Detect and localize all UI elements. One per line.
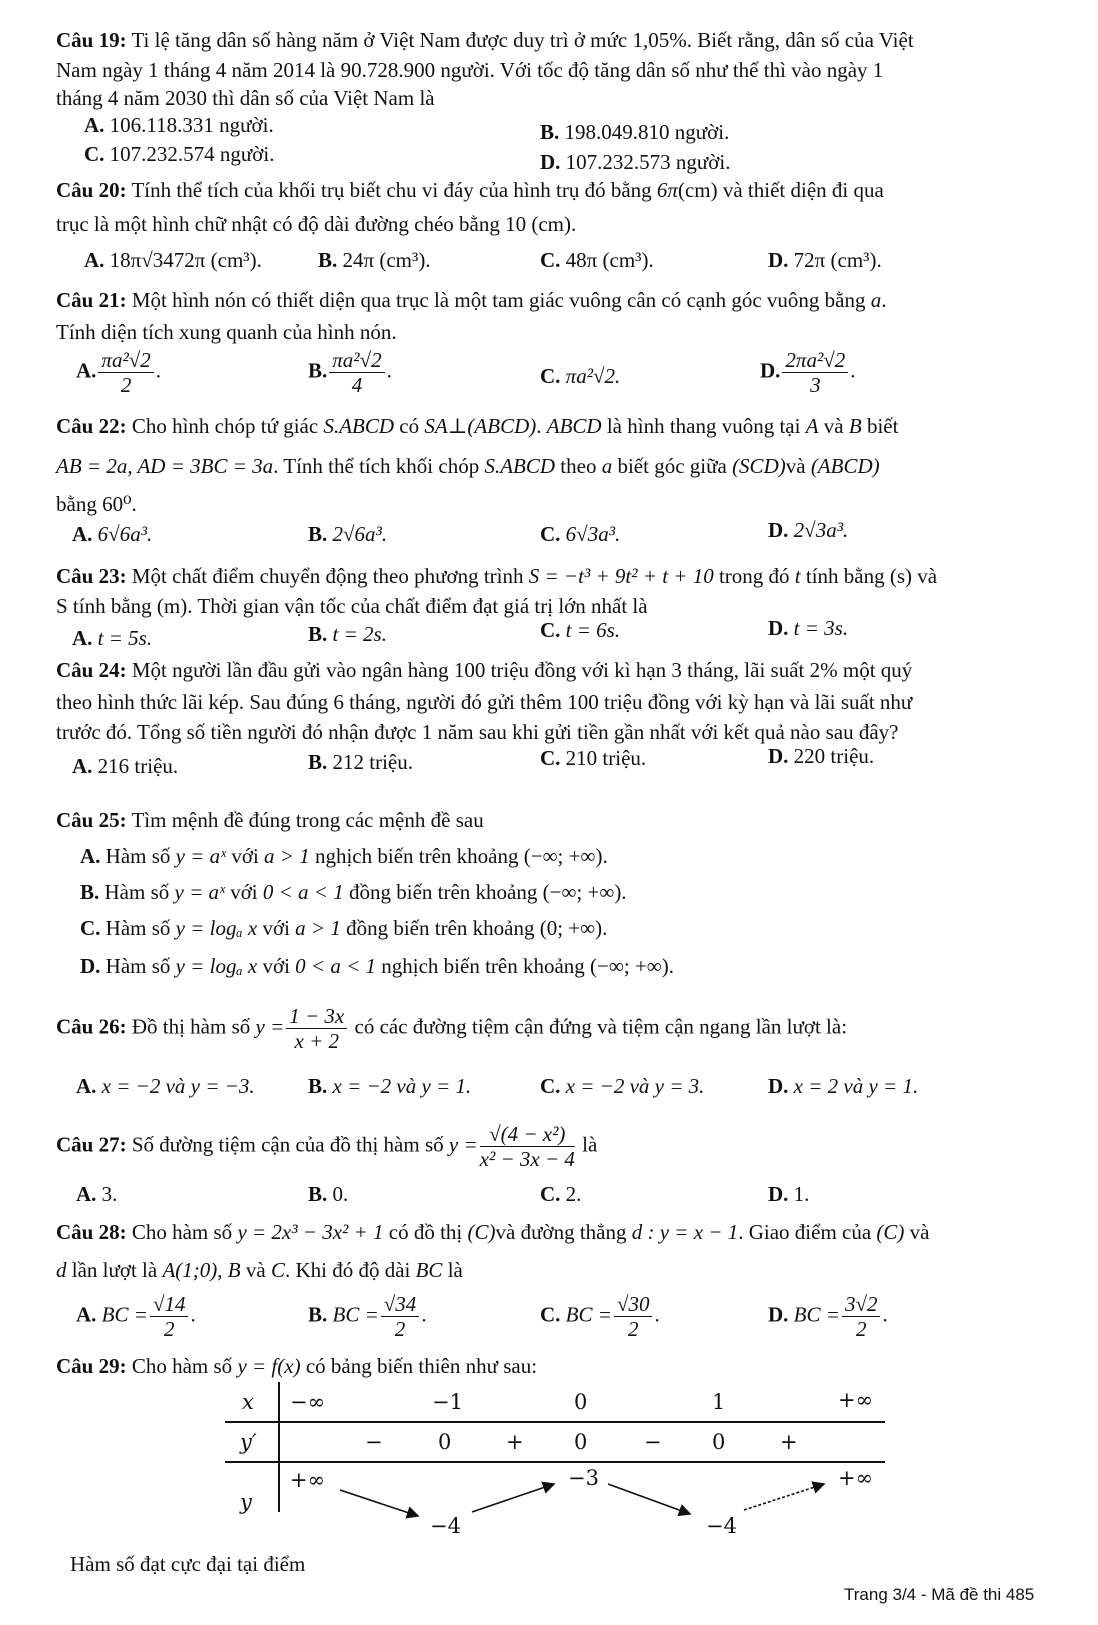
q28-option-b: B. BC = $\frac{√34}{2}$ .: [308, 1292, 427, 1341]
q22-option-d: D. 2√3a³.: [768, 518, 849, 542]
q23-option-a: A. t = 5s.: [72, 626, 153, 650]
q28-option-c: C. BC = $\frac{√30}{2}$ .: [540, 1292, 660, 1341]
x-value: −∞: [290, 1390, 326, 1414]
q23-line2: S tính bằng (m). Thời gian vận tốc của chất điểm đạt giá trị lớn nhất là: [56, 594, 648, 618]
q23-option-d: D. t = 3s.: [768, 616, 849, 640]
q21-option-c: C. πa²√2.: [540, 364, 621, 388]
q26-line1: Câu 26: Đồ thị hàm số y = $\frac{1 - 3x}{x + 2}$ có các đường tiệm cận đứng và tiệm cận ngang lần lượt là:: [56, 1004, 848, 1053]
q25-label: Câu 25:: [56, 808, 127, 832]
y-value: −4: [430, 1514, 461, 1538]
q25-option-a: A. Hàm số y = aˣ với a > 1 nghịch biến trên khoảng (−∞; +∞).: [80, 844, 608, 868]
arrow-down-icon: [608, 1484, 690, 1514]
q24-line2: theo hình thức lãi kép. Sau đúng 6 tháng, người đó gửi thêm 100 triệu đồng với kỳ hạn và lãi suất như: [56, 690, 913, 714]
yprime-sign: −: [365, 1430, 383, 1454]
yprime-sign: +: [506, 1430, 524, 1454]
q24-line3: trước đó. Tổng số tiền người đó nhận được 1 năm sau khi gửi tiền gần nhất với kết quả nào sau đây?: [56, 720, 899, 744]
q24-option-c: C. 210 triệu.: [540, 746, 647, 770]
y-value: −3: [568, 1466, 599, 1490]
q21-option-b: B. $\frac{\text{πa²√2}}{4}$ .: [308, 348, 392, 397]
q22-label: Câu 22:: [56, 414, 127, 438]
q20-option-d: D. 72π (cm³).: [768, 248, 882, 272]
q22-option-a: A. 6√6a³.: [72, 522, 153, 546]
q26-option-b: B. x = −2 và y = 1.: [308, 1074, 472, 1098]
q21-option-a: A. $\frac{\text{πa²√2}}{2}$ .: [76, 348, 162, 397]
q28-option-a: A. BC = $\frac{√14}{2}$ .: [76, 1292, 196, 1341]
q20-label: Câu 20:: [56, 178, 127, 202]
q29-question: Hàm số đạt cực đại tại điểm: [70, 1552, 306, 1576]
row-label-yprime: y′: [240, 1430, 257, 1454]
q23-option-c: C. t = 6s.: [540, 618, 621, 642]
q19-option-d: D. 107.232.573 người.: [540, 150, 731, 174]
q25-option-b: B. Hàm số y = aˣ với 0 < a < 1 đồng biến trên khoảng (−∞; +∞).: [80, 880, 627, 904]
q27-label: Câu 27:: [56, 1132, 127, 1157]
q20-option-a: A. 18π√3472π (cm³).: [84, 248, 262, 272]
q22-option-c: C. 6√3a³.: [540, 522, 621, 546]
q24-option-d: D. 220 triệu.: [768, 744, 875, 768]
q22-line1: Câu 22: Cho hình chóp tứ giác S.ABCD có SA⊥(ABCD). ABCD là hình thang vuông tại A và B biết: [56, 414, 899, 438]
q28-line1: Câu 28: Cho hàm số y = 2x³ − 3x² + 1 có đồ thị (C)và đường thẳng d : y = x − 1. Giao điểm của (C) và: [56, 1220, 930, 1244]
x-value: 0: [574, 1390, 588, 1414]
yprime-zero: 0: [712, 1430, 726, 1454]
q24-line1: Câu 24: Một người lần đầu gửi vào ngân hàng 100 triệu đồng với kì hạn 3 tháng, lãi suất 2% một quý: [56, 658, 913, 682]
y-value: +∞: [838, 1466, 874, 1490]
y-value: +∞: [290, 1468, 326, 1492]
q25-line1: Câu 25: Tìm mệnh đề đúng trong các mệnh đề sau: [56, 808, 484, 832]
q19-option-b: B. 198.049.810 người.: [540, 120, 730, 144]
q27-option-c: C. 2.: [540, 1182, 582, 1206]
q28-option-d: D. BC = $\frac{3√2}{2}$ .: [768, 1292, 888, 1341]
q26-option-a: A. x = −2 và y = −3.: [76, 1074, 255, 1098]
q26-label: Câu 26:: [56, 1014, 127, 1039]
q19-option-c: C. 107.232.574 người.: [84, 142, 275, 166]
q19-text1: Ti lệ tăng dân số hàng năm ở Việt Nam được duy trì ở mức 1,05%. Biết rằng, dân số của Việt: [126, 28, 914, 52]
q28-line2: d lần lượt là A(1;0), B và C. Khi đó độ dài BC là: [56, 1258, 463, 1282]
page-footer: Trang 3/4 - Mã đề thi 485: [844, 1585, 1035, 1604]
q19-option-a: A. 106.118.331 người.: [84, 113, 274, 137]
q27-line1: Câu 27: Số đường tiệm cận của đồ thị hàm số y = $\frac{\text{√(4 − x²)}}{\text{x² − 3x − 4}}$ là: [56, 1122, 598, 1171]
yprime-sign: −: [644, 1430, 662, 1454]
q24-option-a: A. 216 triệu.: [72, 754, 179, 778]
q23-line1: Câu 23: Một chất điểm chuyển động theo phương trình S = −t³ + 9t² + t + 10 trong đó t tính bằng (s) và: [56, 564, 938, 588]
q27-option-a: A. 3.: [76, 1182, 118, 1206]
q29-label: Câu 29:: [56, 1354, 127, 1378]
arrow-up-icon: [744, 1484, 824, 1510]
q22-line2: AB = 2a, AD = 3BC = 3a. Tính thể tích khối chóp S.ABCD theo a biết góc giữa (SCD)và (ABCD): [56, 454, 880, 478]
q23-option-b: B. t = 2s.: [308, 622, 387, 646]
y-value: −4: [706, 1514, 737, 1538]
q26-option-c: C. x = −2 và y = 3.: [540, 1074, 705, 1098]
q23-label: Câu 23:: [56, 564, 127, 588]
q19-line3: tháng 4 năm 2030 thì dân số của Việt Nam là: [56, 86, 435, 110]
arrow-up-icon: [472, 1484, 554, 1512]
q21-line2: Tính diện tích xung quanh của hình nón.: [56, 320, 397, 344]
x-value: 1: [712, 1390, 726, 1414]
q21-line1: Câu 21: Một hình nón có thiết diện qua trục là một tam giác vuông cân có cạnh góc vuông bằng a.: [56, 288, 887, 312]
q20-option-c: C. 48π (cm³).: [540, 248, 654, 272]
yprime-zero: 0: [438, 1430, 452, 1454]
row-label-y: y: [240, 1490, 252, 1514]
q27-option-b: B. 0.: [308, 1182, 349, 1206]
yprime-sign: +: [780, 1430, 798, 1454]
yprime-zero: 0: [574, 1430, 588, 1454]
q29-line1: Câu 29: Cho hàm số y = f(x) có bảng biến thiên như sau:: [56, 1354, 538, 1378]
x-value: +∞: [838, 1388, 874, 1412]
q24-label: Câu 24:: [56, 658, 127, 682]
q24-option-b: B. 212 triệu.: [308, 750, 413, 774]
q25-option-c: C. Hàm số y = logₐ x với a > 1 đồng biến trên khoảng (0; +∞).: [80, 916, 608, 940]
x-value: −1: [432, 1390, 463, 1414]
q21-label: Câu 21:: [56, 288, 127, 312]
q20-line2: trục là một hình chữ nhật có độ dài đường chéo bằng 10 (cm).: [56, 212, 577, 236]
q19-label: Câu 19:: [56, 28, 127, 52]
q21-option-d: D. $\frac{\text{2πa²√2}}{3}$ .: [760, 348, 856, 397]
q27-option-d: D. 1.: [768, 1182, 810, 1206]
row-label-x: x: [242, 1390, 254, 1414]
q20-option-b: B. 24π (cm³).: [318, 248, 431, 272]
q22-option-b: B. 2√6a³.: [308, 522, 388, 546]
q20-line1: Câu 20: Tính thể tích của khối trụ biết chu vi đáy của hình trụ đó bằng 6π(cm) và thiết diện đi qua: [56, 178, 884, 202]
q19-line2: Nam ngày 1 tháng 4 năm 2014 là 90.728.900 người. Với tốc độ tăng dân số như thế thì vào ngày 1: [56, 58, 884, 82]
arrow-down-icon: [340, 1490, 418, 1516]
q28-label: Câu 28:: [56, 1220, 127, 1244]
q25-option-d: D. Hàm số y = logₐ x với 0 < a < 1 nghịch biến trên khoảng (−∞; +∞).: [80, 954, 674, 978]
q26-option-d: D. x = 2 và y = 1.: [768, 1074, 919, 1098]
q22-line3: bằng 60⁰.: [56, 492, 137, 516]
